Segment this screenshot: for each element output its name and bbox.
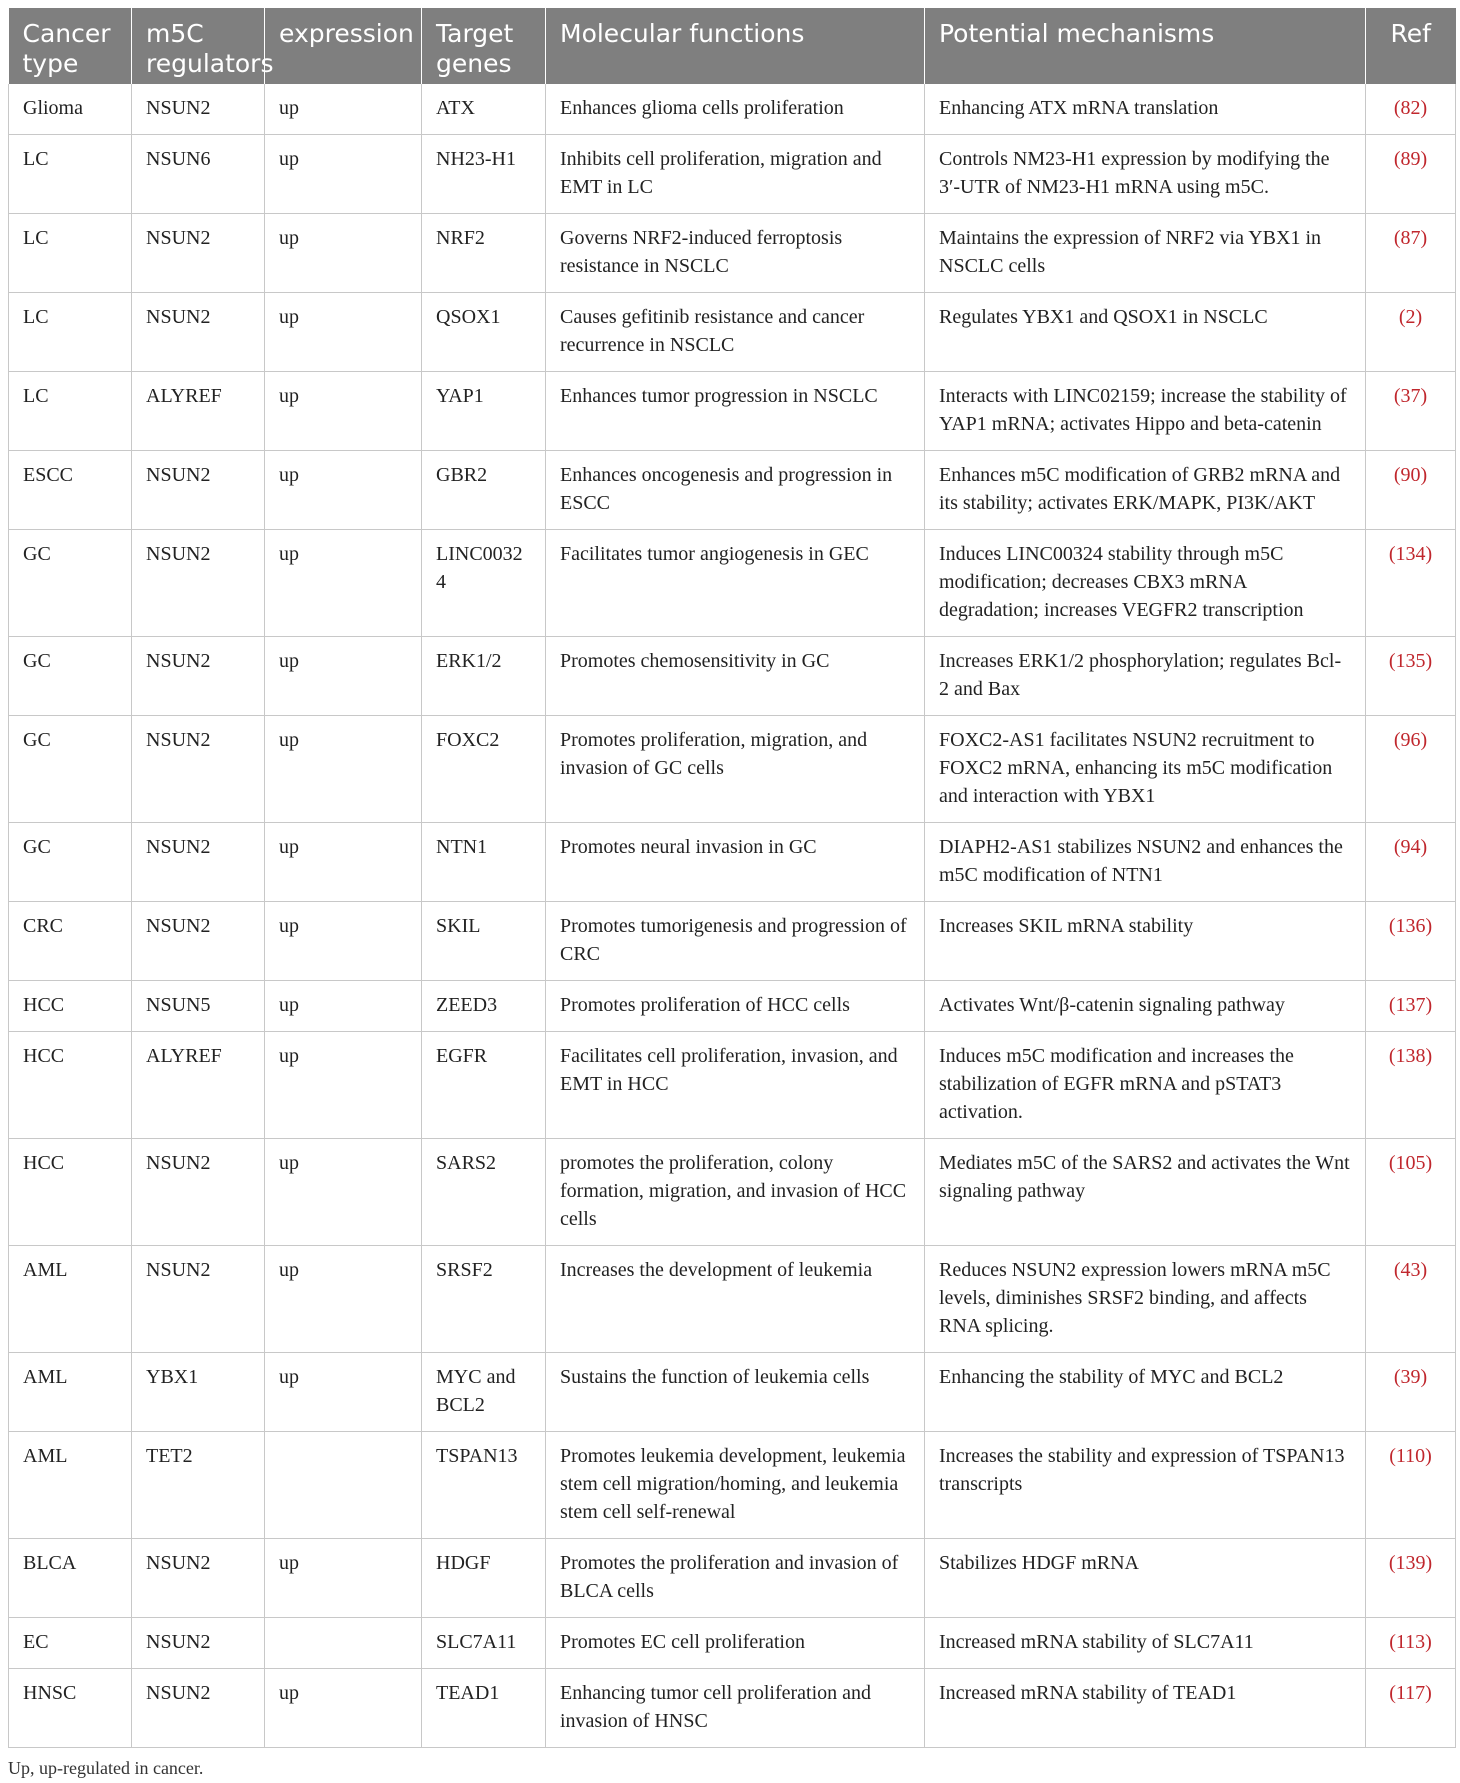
cell-target-genes: NH23-H1: [422, 135, 546, 214]
table-row: [9, 530, 1456, 637]
cell-target-genes: TEAD1: [422, 1669, 546, 1748]
table-row: [9, 293, 1456, 372]
cell-molecular-function: Causes gefitinib resistance and cancer recurrence in NSCLC: [546, 293, 925, 372]
cell-expression: up: [265, 84, 422, 135]
cell-molecular-function: Enhances glioma cells proliferation: [546, 84, 925, 135]
cell-molecular-function: Promotes proliferation, migration, and invasion of GC cells: [546, 716, 925, 823]
cell-ref-link[interactable]: (89): [1366, 135, 1456, 214]
cell-m5c-regulator: NSUN2: [132, 716, 265, 823]
cell-target-genes: NRF2: [422, 214, 546, 293]
cell-molecular-function: Promotes neural invasion in GC: [546, 823, 925, 902]
cell-expression: up: [265, 214, 422, 293]
cell-cancer-type: GC: [9, 716, 132, 823]
cell-ref-link[interactable]: (110): [1366, 1432, 1456, 1539]
cell-m5c-regulator: NSUN2: [132, 451, 265, 530]
cell-cancer-type: LC: [9, 293, 132, 372]
cell-ref-link[interactable]: (96): [1366, 716, 1456, 823]
cell-molecular-function: Promotes chemosensitivity in GC: [546, 637, 925, 716]
header-molecular-functions: Molecular functions: [546, 8, 925, 84]
table-row: [9, 637, 1456, 716]
cell-molecular-function: promotes the proliferation, colony formation, migration, and invasion of HCC cells: [546, 1139, 925, 1246]
cell-potential-mechanism: Increased mRNA stability of SLC7A11: [925, 1618, 1366, 1669]
table-row: [9, 135, 1456, 214]
cell-potential-mechanism: Activates Wnt/β-catenin signaling pathway: [925, 981, 1366, 1032]
cell-cancer-type: LC: [9, 372, 132, 451]
cell-molecular-function: Increases the development of leukemia: [546, 1246, 925, 1353]
table-row: [9, 823, 1456, 902]
cell-molecular-function: Enhancing tumor cell proliferation and invasion of HNSC: [546, 1669, 925, 1748]
cell-molecular-function: Promotes EC cell proliferation: [546, 1618, 925, 1669]
header-row: [9, 8, 1456, 84]
cell-ref-link[interactable]: (139): [1366, 1539, 1456, 1618]
cell-m5c-regulator: NSUN5: [132, 981, 265, 1032]
cell-potential-mechanism: Increases SKIL mRNA stability: [925, 902, 1366, 981]
cell-ref-link[interactable]: (39): [1366, 1353, 1456, 1432]
table-row: [9, 1539, 1456, 1618]
cell-m5c-regulator: NSUN2: [132, 1139, 265, 1246]
cell-cancer-type: AML: [9, 1246, 132, 1353]
cell-expression: up: [265, 1539, 422, 1618]
cell-ref-link[interactable]: (105): [1366, 1139, 1456, 1246]
cell-cancer-type: CRC: [9, 902, 132, 981]
cell-ref-link[interactable]: (136): [1366, 902, 1456, 981]
cell-m5c-regulator: NSUN2: [132, 902, 265, 981]
cell-expression: up: [265, 293, 422, 372]
cell-target-genes: SARS2: [422, 1139, 546, 1246]
cell-cancer-type: BLCA: [9, 1539, 132, 1618]
cell-molecular-function: Inhibits cell proliferation, migration and EMT in LC: [546, 135, 925, 214]
cell-m5c-regulator: NSUN6: [132, 135, 265, 214]
cell-target-genes: GBR2: [422, 451, 546, 530]
cell-cancer-type: HCC: [9, 1139, 132, 1246]
table-row: [9, 214, 1456, 293]
cell-molecular-function: Enhances tumor progression in NSCLC: [546, 372, 925, 451]
cell-molecular-function: Sustains the function of leukemia cells: [546, 1353, 925, 1432]
cell-target-genes: QSOX1: [422, 293, 546, 372]
cell-expression: up: [265, 1032, 422, 1139]
cell-cancer-type: GC: [9, 637, 132, 716]
cell-expression: up: [265, 1353, 422, 1432]
table-row: [9, 1353, 1456, 1432]
cell-cancer-type: AML: [9, 1432, 132, 1539]
cell-m5c-regulator: NSUN2: [132, 1618, 265, 1669]
cell-target-genes: ZEED3: [422, 981, 546, 1032]
cell-potential-mechanism: Enhances m5C modification of GRB2 mRNA and its stability; activates ERK/MAPK, PI3K/AKT: [925, 451, 1366, 530]
cell-potential-mechanism: Increases ERK1/2 phosphorylation; regulates Bcl-2 and Bax: [925, 637, 1366, 716]
table-row: [9, 84, 1456, 135]
cell-expression: up: [265, 1139, 422, 1246]
cell-potential-mechanism: Interacts with LINC02159; increase the stability of YAP1 mRNA; activates Hippo and beta-catenin: [925, 372, 1366, 451]
cell-expression: up: [265, 716, 422, 823]
cell-ref-link[interactable]: (43): [1366, 1246, 1456, 1353]
table-row: [9, 981, 1456, 1032]
cell-potential-mechanism: Induces LINC00324 stability through m5C modification; decreases CBX3 mRNA degradation; increases VEGFR2 transcription: [925, 530, 1366, 637]
cell-expression: up: [265, 530, 422, 637]
cell-potential-mechanism: Mediates m5C of the SARS2 and activates the Wnt signaling pathway: [925, 1139, 1366, 1246]
header-cancer-type: Cancer type: [9, 8, 132, 84]
cell-expression: up: [265, 981, 422, 1032]
cell-m5c-regulator: NSUN2: [132, 214, 265, 293]
cell-target-genes: FOXC2: [422, 716, 546, 823]
header-target-genes: Target genes: [422, 8, 546, 84]
cell-target-genes: ATX: [422, 84, 546, 135]
cell-cancer-type: GC: [9, 823, 132, 902]
cell-m5c-regulator: NSUN2: [132, 637, 265, 716]
cell-ref-link[interactable]: (137): [1366, 981, 1456, 1032]
cell-target-genes: TSPAN13: [422, 1432, 546, 1539]
cell-cancer-type: GC: [9, 530, 132, 637]
cell-potential-mechanism: Stabilizes HDGF mRNA: [925, 1539, 1366, 1618]
cell-target-genes: SKIL: [422, 902, 546, 981]
cell-ref-link[interactable]: (2): [1366, 293, 1456, 372]
cell-ref-link[interactable]: (94): [1366, 823, 1456, 902]
cell-m5c-regulator: NSUN2: [132, 293, 265, 372]
cell-target-genes: MYC and BCL2: [422, 1353, 546, 1432]
cell-potential-mechanism: FOXC2-AS1 facilitates NSUN2 recruitment to FOXC2 mRNA, enhancing its m5C modification and interaction with YBX1: [925, 716, 1366, 823]
table-body: [9, 84, 1456, 1748]
table-row: [9, 716, 1456, 823]
cell-potential-mechanism: Enhancing ATX mRNA translation: [925, 84, 1366, 135]
cell-cancer-type: HCC: [9, 981, 132, 1032]
cell-target-genes: NTN1: [422, 823, 546, 902]
cell-molecular-function: Promotes tumorigenesis and progression of CRC: [546, 902, 925, 981]
cell-molecular-function: Governs NRF2-induced ferroptosis resistance in NSCLC: [546, 214, 925, 293]
cell-potential-mechanism: Induces m5C modification and increases the stabilization of EGFR mRNA and pSTAT3 activation.: [925, 1032, 1366, 1139]
cell-expression: up: [265, 372, 422, 451]
cell-target-genes: LINC00324: [422, 530, 546, 637]
cell-potential-mechanism: Regulates YBX1 and QSOX1 in NSCLC: [925, 293, 1366, 372]
table-row: [9, 372, 1456, 451]
cell-expression: up: [265, 823, 422, 902]
cell-m5c-regulator: TET2: [132, 1432, 265, 1539]
cell-target-genes: SRSF2: [422, 1246, 546, 1353]
table-row: [9, 1139, 1456, 1246]
cell-expression: [265, 1618, 422, 1669]
cell-molecular-function: Promotes leukemia development, leukemia stem cell migration/homing, and leukemia stem cell self-renewal: [546, 1432, 925, 1539]
table-row: [9, 1432, 1456, 1539]
cell-expression: up: [265, 637, 422, 716]
header-ref: Ref: [1366, 8, 1456, 84]
cell-cancer-type: EC: [9, 1618, 132, 1669]
cell-ref-link[interactable]: (82): [1366, 84, 1456, 135]
table-row: [9, 1618, 1456, 1669]
cell-expression: up: [265, 1669, 422, 1748]
cell-expression: up: [265, 1246, 422, 1353]
cell-cancer-type: LC: [9, 135, 132, 214]
table-header: [9, 8, 1456, 84]
cell-ref-link[interactable]: (117): [1366, 1669, 1456, 1748]
table-row: [9, 1032, 1456, 1139]
table-row: [9, 451, 1456, 530]
table-row: [9, 1246, 1456, 1353]
cell-molecular-function: Promotes the proliferation and invasion of BLCA cells: [546, 1539, 925, 1618]
cell-ref-link[interactable]: (90): [1366, 451, 1456, 530]
cell-potential-mechanism: Increases the stability and expression of TSPAN13 transcripts: [925, 1432, 1366, 1539]
cell-ref-link[interactable]: (134): [1366, 530, 1456, 637]
cell-cancer-type: HCC: [9, 1032, 132, 1139]
cell-m5c-regulator: ALYREF: [132, 372, 265, 451]
m5c-regulators-table: [8, 8, 1456, 1748]
cell-m5c-regulator: NSUN2: [132, 1539, 265, 1618]
header-m5c-regulators: m5C regulators: [132, 8, 265, 84]
table-row: [9, 1669, 1456, 1748]
cell-m5c-regulator: NSUN2: [132, 1246, 265, 1353]
header-expression: expression: [265, 8, 422, 84]
cell-ref-link[interactable]: (135): [1366, 637, 1456, 716]
cell-cancer-type: Glioma: [9, 84, 132, 135]
cell-molecular-function: Promotes proliferation of HCC cells: [546, 981, 925, 1032]
cell-potential-mechanism: Enhancing the stability of MYC and BCL2: [925, 1353, 1366, 1432]
cell-m5c-regulator: NSUN2: [132, 84, 265, 135]
cell-target-genes: ERK1/2: [422, 637, 546, 716]
table-footnote: Up, up-regulated in cancer.: [8, 1758, 204, 1778]
cell-m5c-regulator: ALYREF: [132, 1032, 265, 1139]
cell-molecular-function: Facilitates tumor angiogenesis in GEC: [546, 530, 925, 637]
cell-potential-mechanism: Increased mRNA stability of TEAD1: [925, 1669, 1366, 1748]
cell-molecular-function: Enhances oncogenesis and progression in ESCC: [546, 451, 925, 530]
cell-target-genes: SLC7A11: [422, 1618, 546, 1669]
cell-cancer-type: AML: [9, 1353, 132, 1432]
cell-potential-mechanism: Reduces NSUN2 expression lowers mRNA m5C levels, diminishes SRSF2 binding, and affects RNA splicing.: [925, 1246, 1366, 1353]
cell-ref-link[interactable]: (37): [1366, 372, 1456, 451]
cell-potential-mechanism: DIAPH2-AS1 stabilizes NSUN2 and enhances the m5C modification of NTN1: [925, 823, 1366, 902]
cell-expression: [265, 1432, 422, 1539]
table-container: [8, 8, 1455, 1748]
cell-target-genes: HDGF: [422, 1539, 546, 1618]
cell-ref-link[interactable]: (87): [1366, 214, 1456, 293]
cell-ref-link[interactable]: (113): [1366, 1618, 1456, 1669]
cell-m5c-regulator: NSUN2: [132, 1669, 265, 1748]
cell-molecular-function: Facilitates cell proliferation, invasion, and EMT in HCC: [546, 1032, 925, 1139]
cell-target-genes: YAP1: [422, 372, 546, 451]
cell-potential-mechanism: Controls NM23-H1 expression by modifying the 3′-UTR of NM23-H1 mRNA using m5C.: [925, 135, 1366, 214]
cell-m5c-regulator: YBX1: [132, 1353, 265, 1432]
cell-expression: up: [265, 902, 422, 981]
header-potential-mechanisms: Potential mechanisms: [925, 8, 1366, 84]
cell-potential-mechanism: Maintains the expression of NRF2 via YBX1 in NSCLC cells: [925, 214, 1366, 293]
table-row: [9, 902, 1456, 981]
cell-target-genes: EGFR: [422, 1032, 546, 1139]
cell-m5c-regulator: NSUN2: [132, 823, 265, 902]
cell-cancer-type: LC: [9, 214, 132, 293]
cell-cancer-type: ESCC: [9, 451, 132, 530]
cell-ref-link[interactable]: (138): [1366, 1032, 1456, 1139]
cell-cancer-type: HNSC: [9, 1669, 132, 1748]
cell-m5c-regulator: NSUN2: [132, 530, 265, 637]
cell-expression: up: [265, 451, 422, 530]
cell-expression: up: [265, 135, 422, 214]
